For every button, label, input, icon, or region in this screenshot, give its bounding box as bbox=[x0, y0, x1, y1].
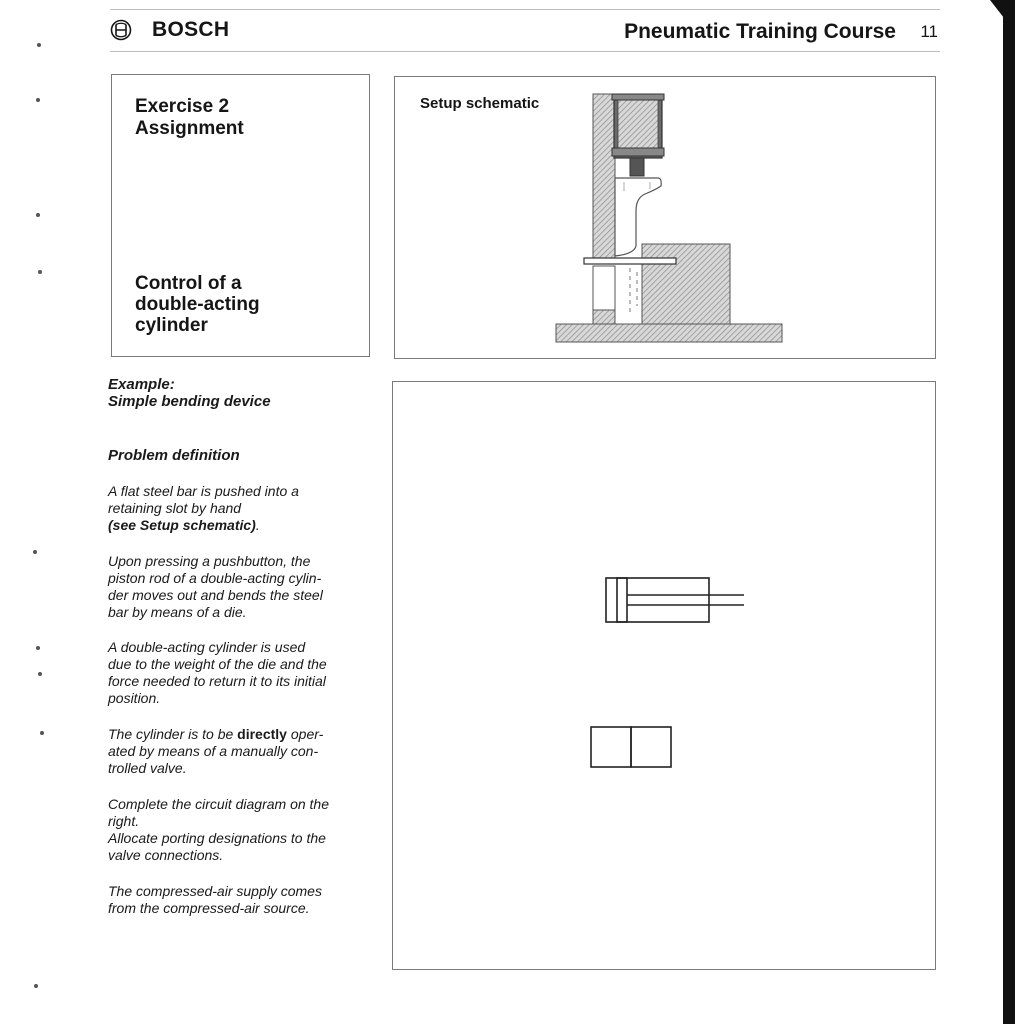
text-line: ated by means of a manually con- bbox=[108, 743, 319, 759]
scan-corner bbox=[990, 0, 1004, 18]
text-line: trolled valve. bbox=[108, 760, 187, 776]
bending-device-illustration bbox=[550, 86, 790, 346]
exercise-title-line: Exercise 2 bbox=[135, 96, 230, 117]
text-line: der moves out and bends the steel bbox=[108, 587, 323, 603]
text-line: right. bbox=[108, 813, 140, 829]
text-line: Upon pressing a pushbutton, the bbox=[108, 553, 311, 569]
scan-speck bbox=[40, 731, 44, 735]
text-line: A double-acting cylinder is used bbox=[108, 639, 306, 655]
bend-path bbox=[630, 268, 637, 314]
text-line: due to the weight of the die and the bbox=[108, 656, 327, 672]
brand-name: BOSCH bbox=[152, 18, 230, 41]
text-line: valve connections. bbox=[108, 847, 224, 863]
scan-speck bbox=[38, 270, 42, 274]
paragraph-4 bbox=[108, 726, 370, 777]
paragraph-6 bbox=[108, 883, 370, 917]
text-line: Allocate porting designations to the bbox=[108, 830, 326, 846]
page-number: 11 bbox=[920, 22, 938, 41]
example-block bbox=[108, 376, 370, 410]
exercise-subtitle-line: Control of a bbox=[135, 273, 242, 294]
steel-bar bbox=[584, 258, 676, 264]
exercise-subtitle bbox=[135, 273, 260, 336]
double-acting-cylinder-symbol bbox=[606, 578, 744, 622]
text-line: retaining slot by hand bbox=[108, 500, 242, 516]
text-line: A flat steel bar is pushed into a bbox=[108, 483, 299, 499]
exercise-subtitle-line: double-acting bbox=[135, 294, 260, 315]
scan-edge bbox=[1003, 0, 1015, 1024]
page-header bbox=[110, 14, 940, 48]
exercise-subtitle-line: cylinder bbox=[135, 315, 208, 336]
scan-speck bbox=[36, 213, 40, 217]
text-line: bar by means of a die. bbox=[108, 604, 247, 620]
paragraph-1 bbox=[108, 483, 370, 534]
piston-rod bbox=[630, 158, 644, 176]
scan-speck bbox=[33, 550, 37, 554]
text-fragment: . bbox=[255, 517, 260, 533]
paragraph-2 bbox=[108, 553, 370, 621]
setup-schematic-label: Setup schematic bbox=[420, 95, 540, 112]
header-bottom-rule bbox=[110, 51, 940, 52]
text-line: Complete the circuit diagram on the bbox=[108, 796, 329, 812]
exercise-title bbox=[135, 96, 244, 140]
example-title: Simple bending device bbox=[108, 393, 271, 410]
text-fragment: The cylinder is to be bbox=[108, 726, 238, 742]
text-line: from the compressed-air source. bbox=[108, 900, 310, 916]
scan-speck bbox=[38, 672, 42, 676]
scan-speck bbox=[34, 984, 38, 988]
exercise-title-line: Assignment bbox=[135, 118, 244, 139]
scan-speck bbox=[37, 43, 41, 47]
bosch-armature-icon bbox=[110, 19, 132, 41]
text-fragment: oper- bbox=[286, 726, 324, 742]
text-line: piston rod of a double-acting cylin- bbox=[108, 570, 322, 586]
circuit-diagram bbox=[392, 381, 936, 970]
header-top-rule bbox=[110, 9, 940, 10]
text-line: position. bbox=[108, 690, 161, 706]
scan-speck bbox=[36, 98, 40, 102]
retaining-block bbox=[642, 244, 730, 324]
frame-column bbox=[593, 94, 615, 259]
problem-heading: Problem definition bbox=[108, 447, 240, 464]
base-plate bbox=[556, 324, 782, 342]
scan-speck bbox=[36, 646, 40, 650]
paragraph-3 bbox=[108, 639, 370, 707]
example-label: Example: bbox=[108, 376, 175, 393]
emphasis-directly: directly bbox=[237, 726, 287, 742]
valve-symbol bbox=[591, 727, 671, 767]
paragraph-5 bbox=[108, 796, 370, 864]
text-line: force needed to return it to its initial bbox=[108, 673, 326, 689]
setup-reference: (see Setup schematic) bbox=[108, 517, 256, 533]
text-line: The compressed-air supply comes bbox=[108, 883, 322, 899]
course-title: Pneumatic Training Course bbox=[624, 20, 896, 43]
